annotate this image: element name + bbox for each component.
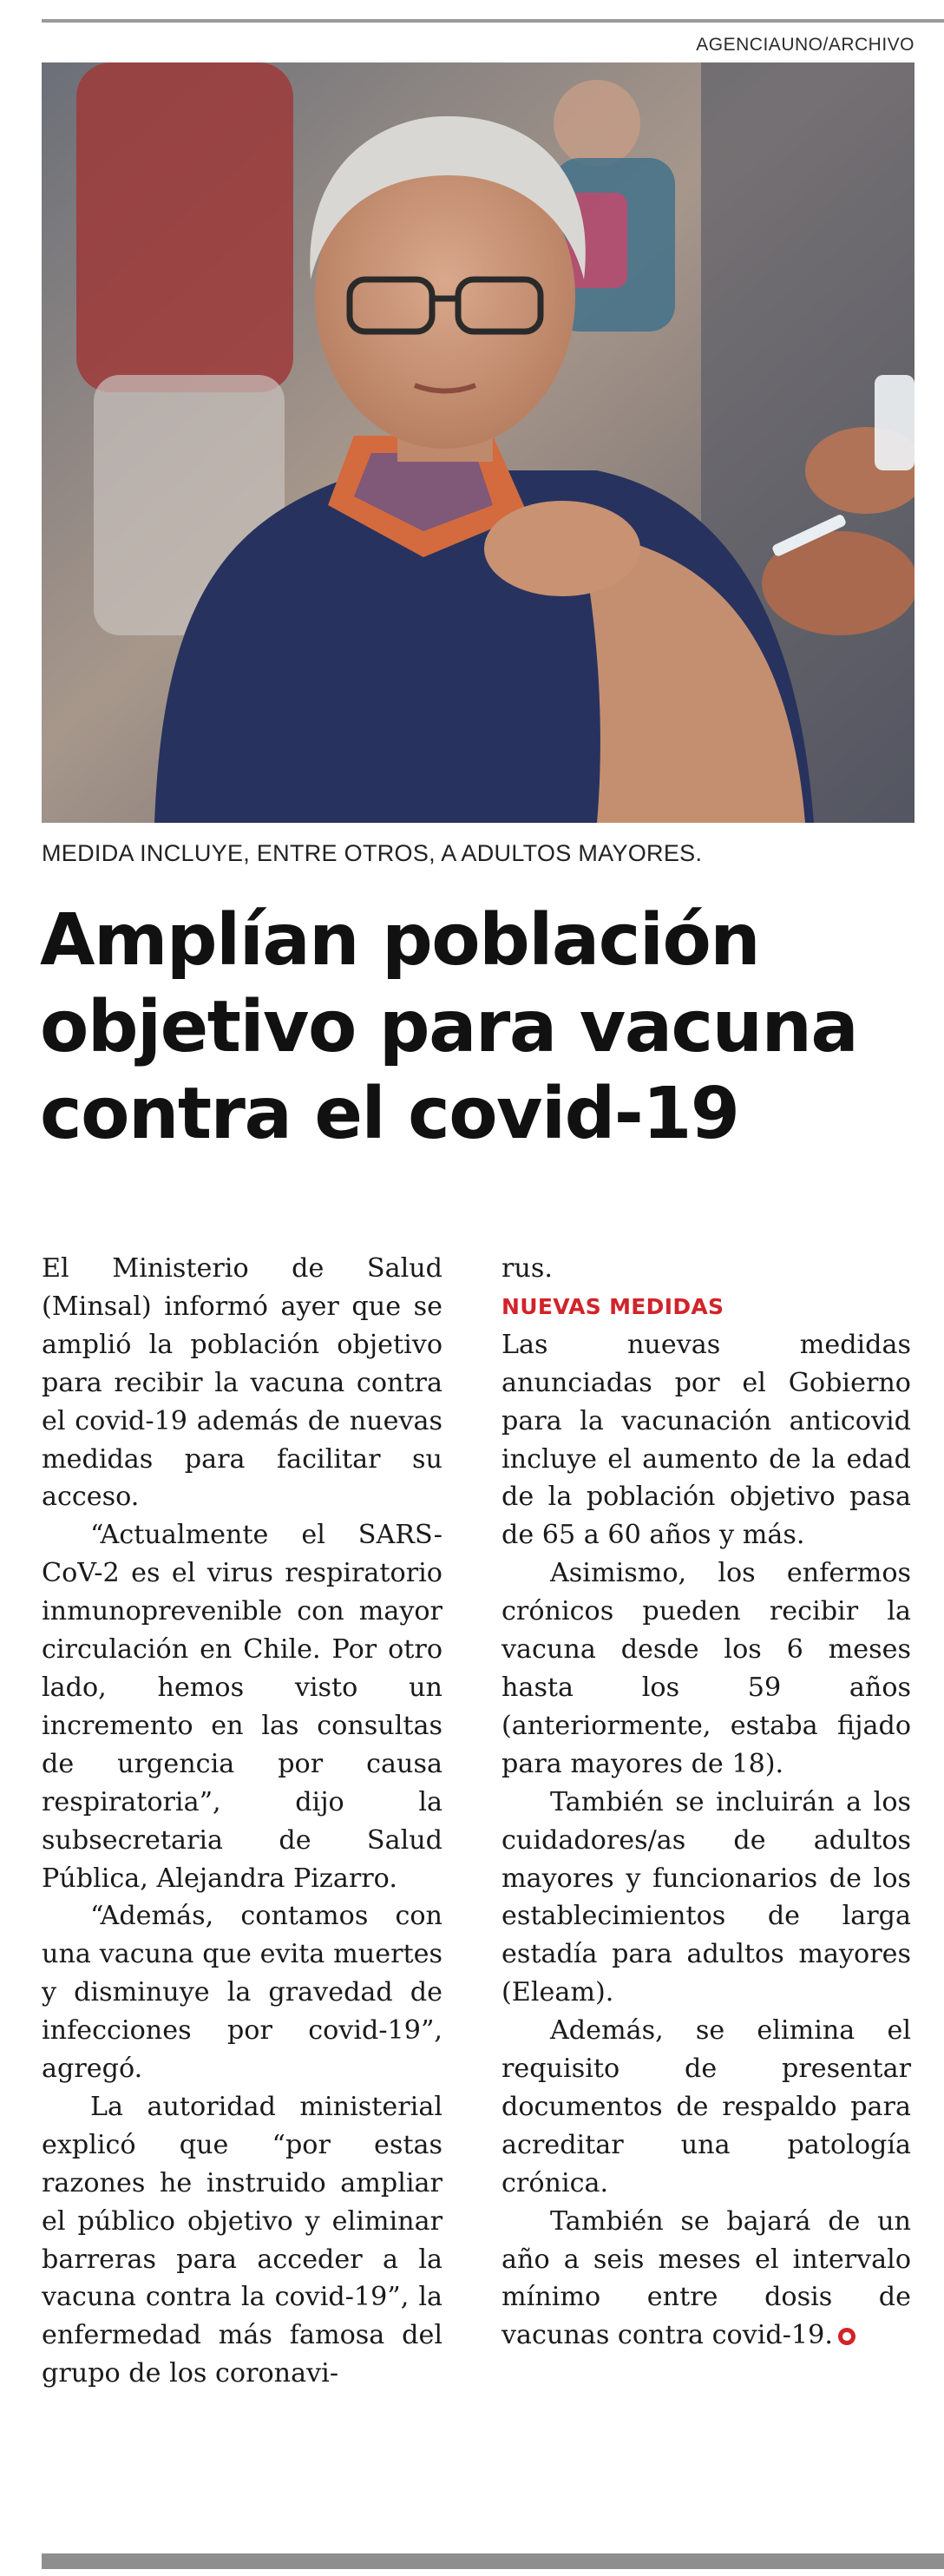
article-column-left <box>42 1250 442 2393</box>
continuation-text: rus. <box>502 1253 553 1284</box>
top-rule <box>42 19 944 23</box>
paragraph: También se incluirán a los cuidadores/as de adultos mayores y funcionarios de los establecimientos de larga estadía para adultos mayores (Eleam). <box>502 1786 911 2008</box>
headline: Amplían población objetivo para vacuna contra el covid-19 <box>40 899 858 1156</box>
paragraph: El Ministerio de Salud (Minsal) informó ayer que se amplió la población objetivo para recibir la vacuna contra el covid-19 además de nuevas medidas para facilitar su acceso. <box>42 1253 442 1513</box>
photo-caption: MEDIDA INCLUYE, ENTRE OTROS, A ADULTOS MAYORES. <box>42 840 703 866</box>
subheading: NUEVAS MEDIDAS <box>502 1293 724 1319</box>
photo-credit: AGENCIAUNO/ARCHIVO <box>696 35 914 55</box>
article-column-right <box>502 1250 911 2355</box>
paragraph: Las nuevas medidas anunciadas por el Gobierno para la vacunación anticovid incluye el aumento de la edad de la población objetivo pasa de 65 a 60 años y más. <box>502 1329 911 1551</box>
paragraph: La autoridad ministerial explicó que “por estas razones he instruido ampliar el público objetivo y eliminar barreras para acceder a la vacuna contra la covid-19”, la enfermedad más famosa del grupo de los coronavi- <box>42 2091 442 2389</box>
vaccination-photo-illustration <box>42 62 914 823</box>
bottom-rule <box>42 2553 944 2569</box>
paragraph: “Además, contamos con una vacuna que evita muertes y disminuye la gravedad de infecciones por covid-19”, agregó. <box>42 1901 442 2085</box>
final-paragraph <box>502 2203 911 2356</box>
end-of-article-icon <box>838 2328 856 2345</box>
paragraph-text: También se bajará de un año a seis meses el intervalo mínimo entre dosis de vacunas contra covid-19. <box>502 2205 911 2351</box>
news-photo <box>42 62 914 823</box>
paragraph: “Actualmente el SARS-CoV-2 es el virus respiratorio inmunoprevenible con mayor circulación en Chile. Por otro lado, hemos visto un incremento en las consultas de urgencia por causa respiratoria”, dijo la subsecretaria de Salud Pública, Alejandra Pizarro. <box>42 1520 442 1894</box>
paragraph: Asimismo, los enfermos crónicos pueden recibir la vacuna desde los 6 meses hasta los 59 años (anteriormente, estaba fijado para mayores de 18). <box>502 1558 911 1779</box>
paragraph: Además, se elimina el requisito de presentar documentos de respaldo para acreditar una patología crónica. <box>502 2015 911 2198</box>
